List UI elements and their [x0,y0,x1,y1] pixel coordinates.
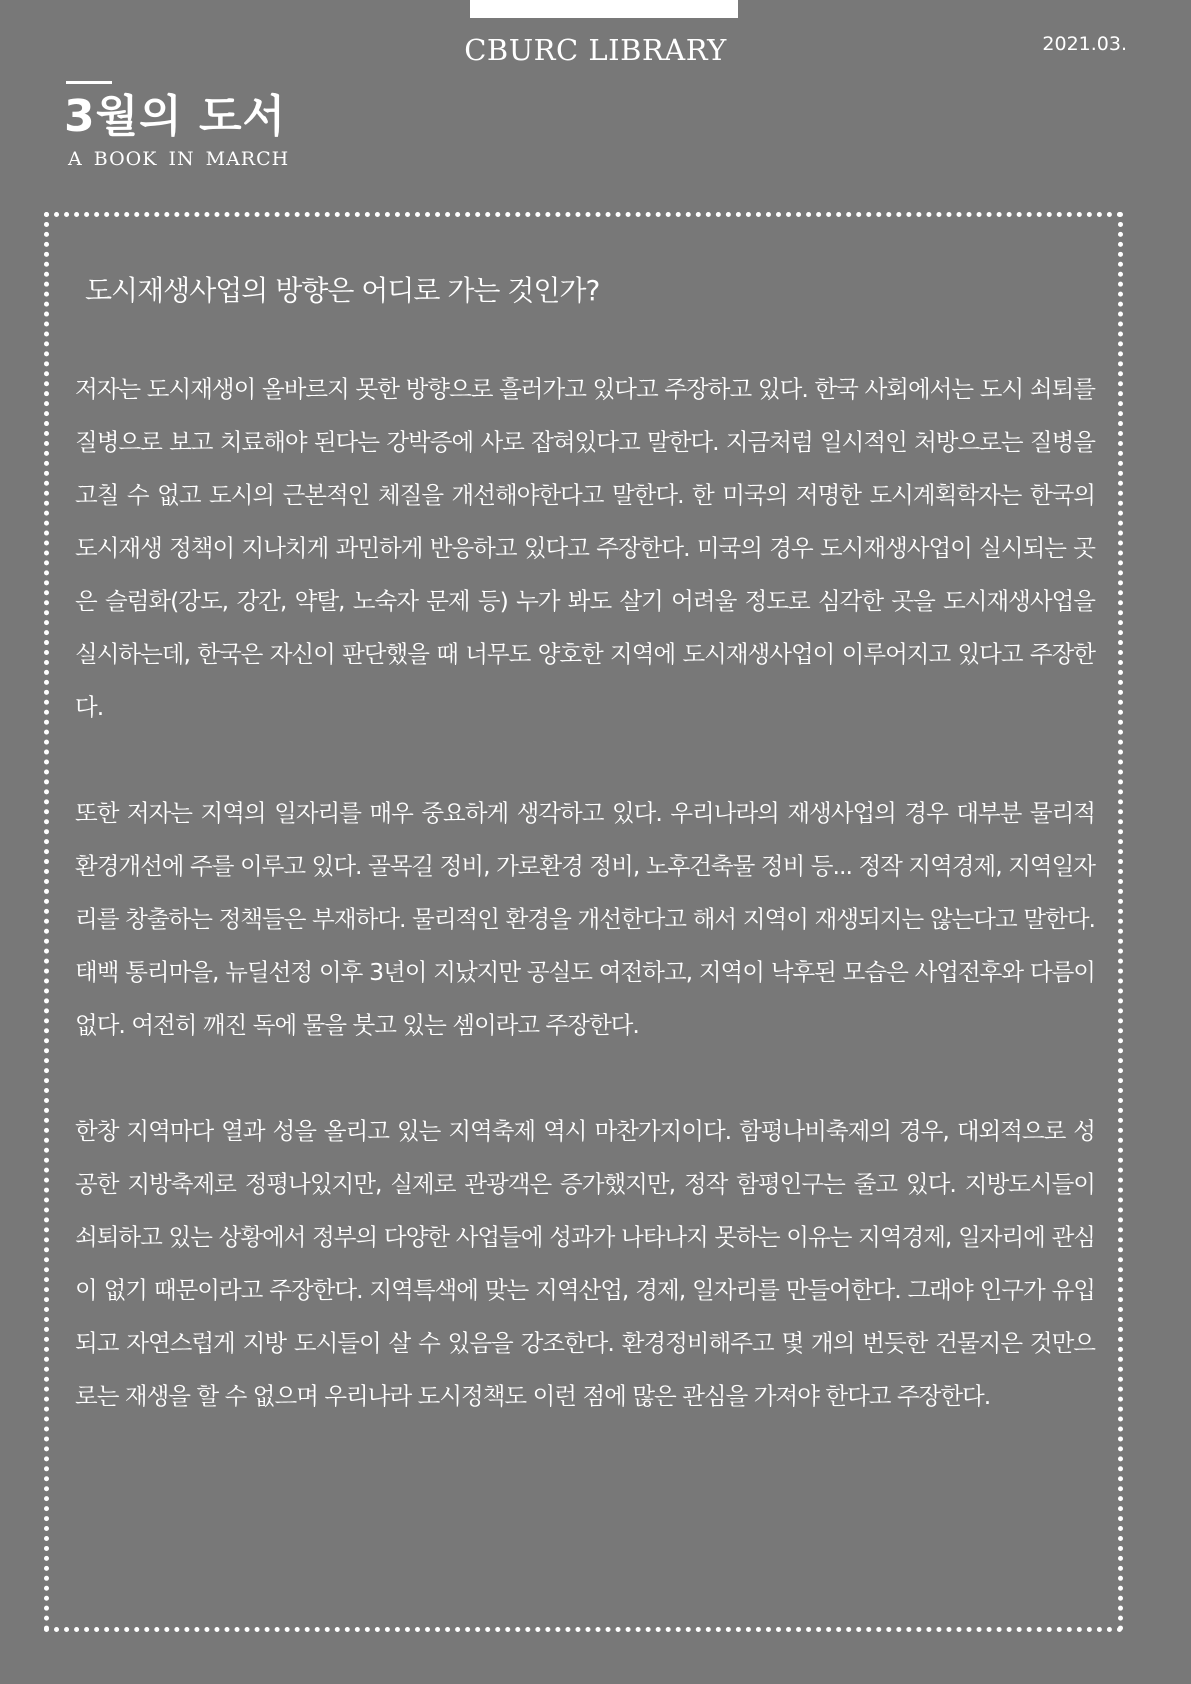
article-paragraph: 한창 지역마다 열과 성을 올리고 있는 지역축제 역시 마찬가지이다. 함평나비축제의 경우, 대외적으로 성공한 지방축제로 정평나있지만, 실제로 관광객은 증가했지만, 정작 함평인구는 줄고 있다. 지방도시들이 쇠퇴하고 있는 상황에서 정부의 다양한 사업들에 성과가 나타나지 못하는 이유는 지역경제, 일자리에 관심이 없기 때문이라고 주장한다. 지역특색에 맞는 지역산업, 경제, 일자리를 만들어한다. 그래야 인구가 유입되고 자연스럽게 지방 도시들이 살 수 있음을 강조한다. 환경정비해주고 몇 개의 번듯한 건물지은 것만으로는 재생을 할 수 없으며 우리나라 도시정책도 이런 점에 많은 관심을 가져야 한다고 주장한다. [75,1117,1095,1410]
article-box [44,212,1123,1632]
library-name: CBURC LIBRARY [464,33,727,67]
page-title: 3월의 도서 [64,91,286,142]
page-subtitle: A BOOK IN MARCH [68,148,290,170]
issue-date: 2021.03. [1042,33,1127,55]
heading-accent-bar [66,81,112,84]
top-tab-decoration [470,0,738,18]
article-paragraph: 또한 저자는 지역의 일자리를 매우 중요하게 생각하고 있다. 우리나라의 재생사업의 경우 대부분 물리적 환경개선에 주를 이루고 있다. 골목길 정비, 가로환경 정비, 노후건축물 정비 등... 정작 지역경제, 지역일자리를 창출하는 정책들은 부재하다. 물리적인 환경을 개선한다고 해서 지역이 재생되지는 않는다고 말한다. 태백 통리마을, 뉴딜선정 이후 3년이 지났지만 공실도 여전하고, 지역이 낙후된 모습은 사업전후와 다름이 없다. 여전히 깨진 독에 물을 붓고 있는 셈이라고 주장한다. [75,799,1095,1039]
article-paragraph: 저자는 도시재생이 올바르지 못한 방향으로 흘러가고 있다고 주장하고 있다. 한국 사회에서는 도시 쇠퇴를 질병으로 보고 치료해야 된다는 강박증에 사로 잡혀있다고 말한다. 지금처럼 일시적인 처방으로는 질병을 고칠 수 없고 도시의 근본적인 체질을 개선해야한다고 말한다. 한 미국의 저명한 도시계획학자는 한국의 도시재생 정책이 지나치게 과민하게 반응하고 있다고 주장한다. 미국의 경우 도시재생사업이 실시되는 곳은 슬럼화(강도, 강간, 약탈, 노숙자 문제 등) 누가 봐도 살기 어려울 정도로 심각한 곳을 도시재생사업을 실시하는데, 한국은 자신이 판단했을 때 너무도 양호한 지역에 도시재생사업이 이루어지고 있다고 주장한다. [75,375,1095,721]
article-title: 도시재생사업의 방향은 어디로 가는 것인가? [85,274,600,307]
article-body [75,363,1095,1476]
